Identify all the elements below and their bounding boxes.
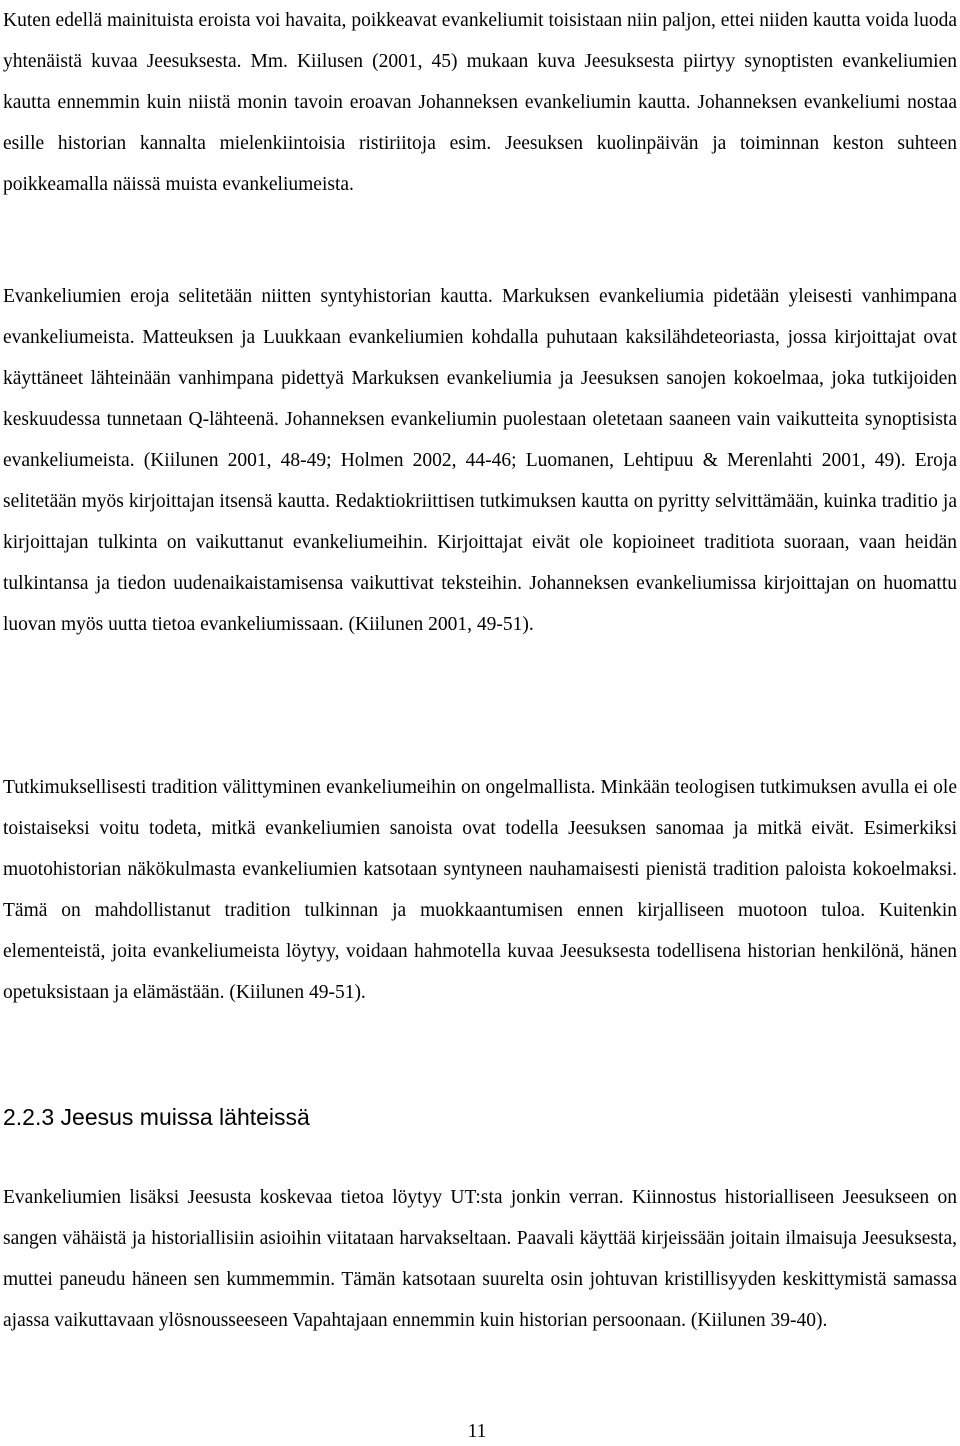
page-number: 11 (467, 1421, 487, 1442)
paragraph-gospel-differences: Kuten edellä mainituista eroista voi havaita, poikkeavat evankeliumit toisistaan niin paljon, ettei niiden kautta voida luoda yhtenäistä kuvaa Jeesuksesta. Mm. Kiilusen (2001, 45) mukaan kuva Jeesuksesta piirtyy synoptisten evankeliumien kautta ennemmin kuin niistä monin tavoin eroavan Johanneksen evankeliumin kautta. Johanneksen evankeliumi nostaa esille historian kannalta mielenkiintoisia ristiriitoja esim. Jeesuksen kuolinpäivän ja toiminnan keston suhteen poikkeamalla näissä muista evankeliumeista. (3, 10, 957, 195)
section-heading: 2.2.3 Jeesus muissa lähteissä (3, 1104, 310, 1130)
paragraph-other-sources: Evankeliumien lisäksi Jeesusta koskevaa tietoa löytyy UT:sta jonkin verran. Kiinnostus historialliseen Jeesukseen on sangen vähäistä ja historiallisiin asioihin viitataan harvakseltaan. Paavali käyttää kirjeissään joitain ilmaisuja Jeesuksesta, muttei paneudu häneen sen kummemmin. Tämän katsotaan suurelta osin johtuvan kristillisyyden keskittymistä samassa ajassa vaikuttavaan ylösnousseeseen Vapahtajaan ennemmin kuin historian persoonaan. (Kiilunen 39-40). (3, 1187, 957, 1331)
paragraph-origin-history: Evankeliumien eroja selitetään niitten syntyhistorian kautta. Markuksen evankeliumia pidetään yleisesti vanhimpana evankeliumeista. Matteuksen ja Luukkaan evankeliumien kohdalla puhutaan kaksilähdeteoriasta, jossa kirjoittajat ovat käyttäneet lähteinään vanhimpana pidettyä Markuksen evankeliumia ja Jeesuksen sanojen kokoelmaa, joka tutkijoiden keskuudessa tunnetaan Q-lähteenä. Johanneksen evankeliumin puolestaan oletetaan saaneen vain vaikutteita synoptisista evankeliumeista. (Kiilunen 2001, 48-49; Holmen 2002, 44-46; Luomanen, Lehtipuu & Merenlahti 2001, 49). Eroja selitetään myös kirjoittajan itsensä kautta. Redaktiokriittisen tutkimuksen kautta on pyritty selvittämään, kuinka traditio ja kirjoittajan tulkinta on vaikuttanut evankeliumeihin. Kirjoittajat eivät ole kopioineet traditiota suoraan, vaan heidän tulkintansa ja tiedon uudenaikaistamisensa vaikuttivat teksteihin. Johanneksen evankeliumissa kirjoittajan on huomattu luovan myös uutta tietoa evankeliumissaan. (Kiilunen 2001, 49-51). (3, 286, 957, 635)
paragraph-tradition-research: Tutkimuksellisesti tradition välittyminen evankeliumeihin on ongelmallista. Minkään teologisen tutkimuksen avulla ei ole toistaiseksi voitu todeta, mitkä evankeliumien sanoista ovat todella Jeesuksen sanomaa ja mitkä eivät. Esimerkiksi muotohistorian näkökulmasta evankeliumien katsotaan syntyneen nauhamaisesti pienistä tradition paloista kokoelmaksi. Tämä on mahdollistanut tradition tulkinnan ja muokkaantumisen ennen kirjalliseen muotoon tuloa. Kuitenkin elementeistä, joita evankeliumeista löytyy, voidaan hahmotella kuvaa Jeesuksesta todellisena historian henkilönä, hänen opetuksistaan ja elämästään. (Kiilunen 49-51). (3, 777, 957, 1003)
